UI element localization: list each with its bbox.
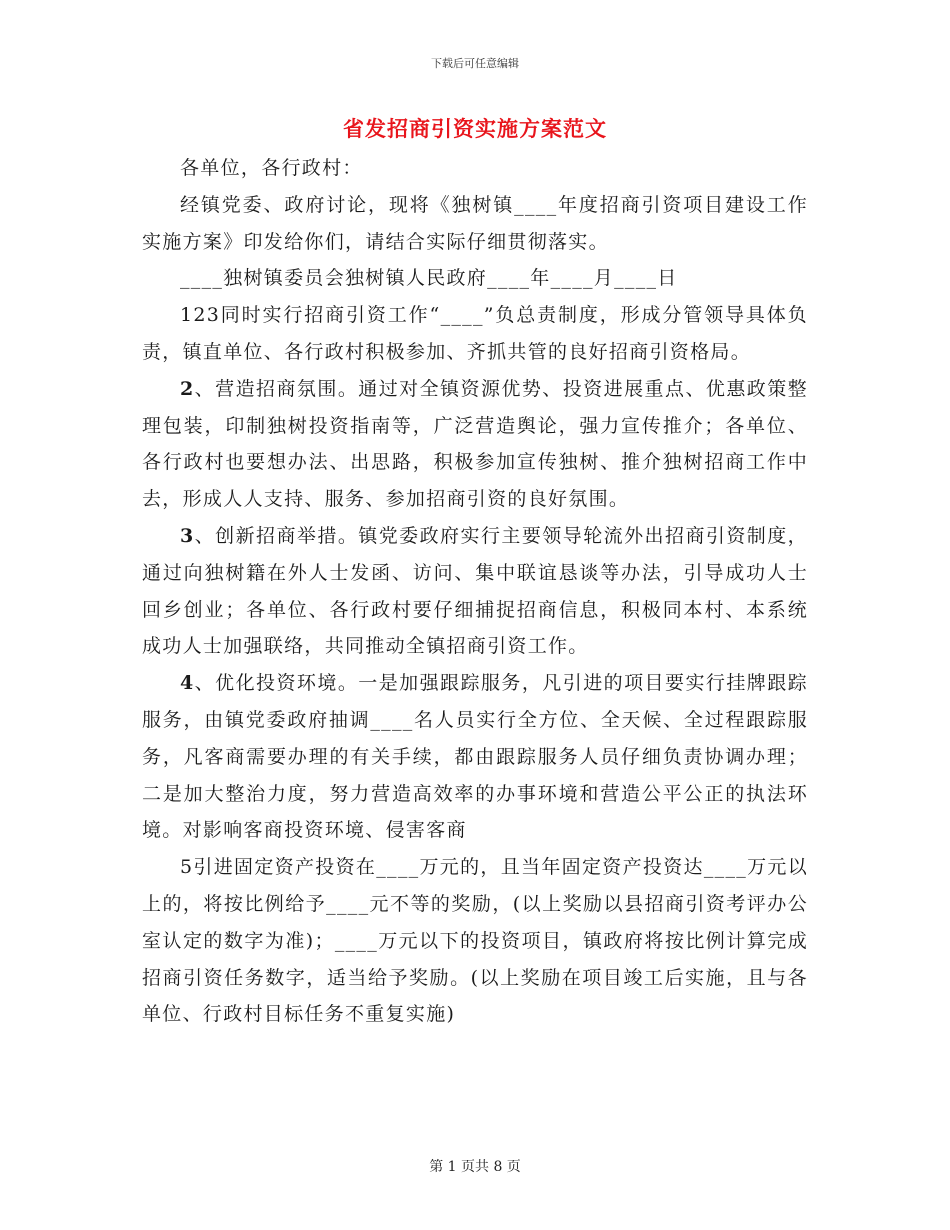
document-body — [142, 150, 808, 1033]
section-3-number: 3 — [180, 524, 195, 547]
header-note: 下载后可任意编辑 — [431, 57, 519, 70]
section-2-number: 2 — [180, 377, 195, 400]
section-4-text: 、优化投资环境。一是加强跟踪服务，凡引进的项目要实行挂牌跟踪服务，由镇党委政府抽调____名人员实行全方位、全天候、全过程跟踪服务，凡客商需要办理的有关手续，都由跟踪服务人员仔细负责协调办理；二是加大整治力度，努力营造高效率的办事环境和营造公平公正的执法环境。对影响客商投资环境、侵害客商 — [142, 672, 808, 842]
reward-paragraph: 5引进固定资产投资在____万元的，且当年固定资产投资达____万元以上的，将按比例给予____元不等的奖励，(以上奖励以县招商引资考评办公室认定的数字为准)；____万元以下的投资项目，镇政府将按比例计算完成招商引资任务数字，适当给予奖励。(以上奖励在项目竣工后实施，且与各单位、行政村目标任务不重复实施) — [142, 856, 808, 1026]
section-3-text: 、创新招商举措。镇党委政府实行主要领导轮流外出招商引资制度，通过向独树籍在外人士发函、访问、集中联谊恳谈等办法，引导成功人士回乡创业；各单位、各行政村要仔细捕捉招商信息，积极同本村、本系统成功人士加强联络，共同推动全镇招商引资工作。 — [142, 524, 808, 658]
section-3-paragraph — [142, 518, 808, 665]
page-footer: 第 1 页共 8 页 — [429, 1159, 521, 1175]
salutation-paragraph: 各单位，各行政村： — [180, 157, 363, 179]
section-4-number: 4 — [180, 672, 195, 695]
section-2-paragraph — [142, 371, 808, 518]
responsibility-paragraph: 123同时实行招商引资工作“____”负总责制度，形成分管领导具体负责，镇直单位、各行政村积极参加、齐抓共管的良好招商引资格局。 — [142, 304, 808, 363]
section-2-text: 、营造招商氛围。通过对全镇资源优势、投资进展重点、优惠政策整理包装，印制独树投资指南等，广泛营造舆论，强力宣传推介；各单位、各行政村也要想办法、出思路，积极参加宣传独树、推介独树招商工作中去，形成人人支持、服务、参加招商引资的良好氛围。 — [142, 377, 808, 511]
intro-paragraph: 经镇党委、政府讨论，现将《独树镇____年度招商引资项目建设工作实施方案》印发给你们，请结合实际仔细贯彻落实。 — [142, 193, 808, 253]
document-title: 省发招商引资实施方案范文 — [343, 116, 607, 141]
signature-date-line: ____独树镇委员会独树镇人民政府____年____月____日 — [180, 267, 678, 290]
section-4-paragraph — [142, 665, 808, 849]
